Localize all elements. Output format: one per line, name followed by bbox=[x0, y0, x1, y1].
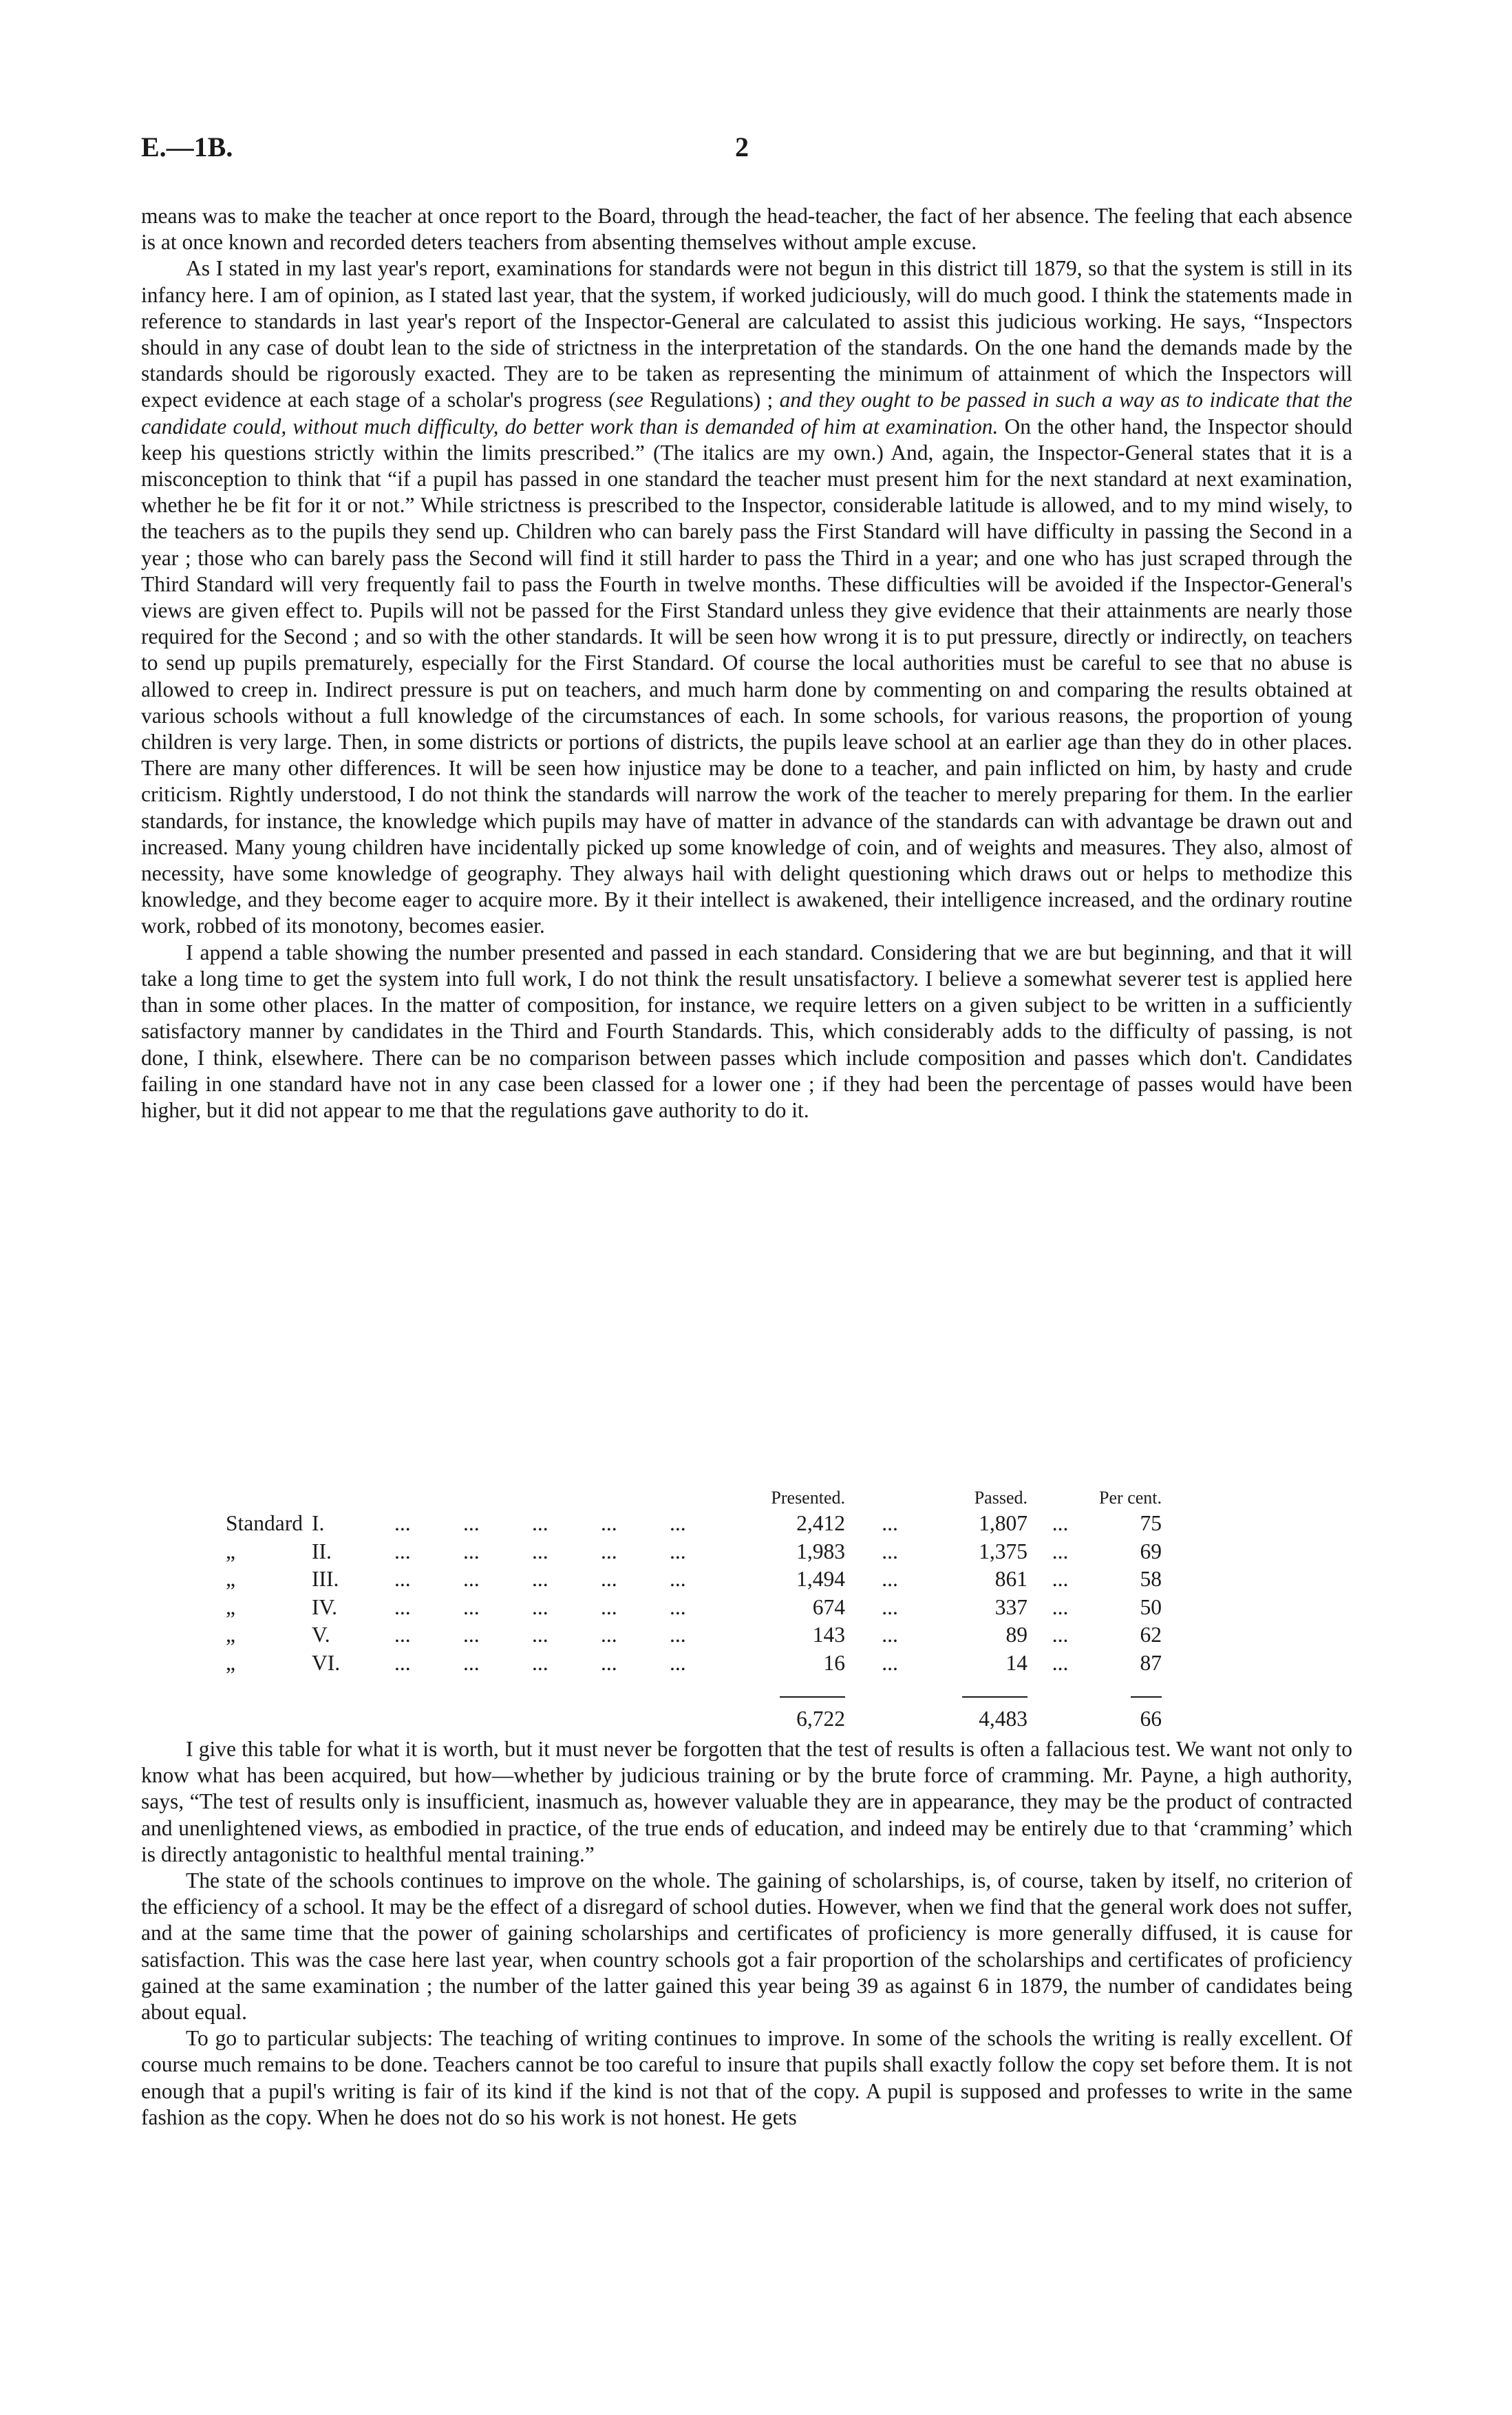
row-label: „ bbox=[226, 1539, 235, 1563]
leader-dots: ... bbox=[394, 1567, 411, 1592]
italic-run: see bbox=[615, 388, 643, 412]
leader-dots: ... bbox=[463, 1511, 480, 1536]
row-passed: 89 bbox=[1005, 1623, 1027, 1647]
paragraph-table-intro: I append a table showing the number presented and passed in each standard. Considering that we are but beginning, and that it will take a long time to get the system into full work, I do not think the result unsatisfactory. I believe a somewhat severer test is applied here than in some other places. In the matter of composition, for instance, we require letters on a given subject to be written in a sufficiently satisfactory manner by candidates in the Third and Fourth Standards. This, which considerably adds to the difficulty of passing, is not done, I think, elsewhere. There can be no comparison between passes which include composition and passes which don't. Candidates failing in one standard have not in any case been classed for a lower one ; if they had been the percentage of passes would have been higher, but it did not appear to me that the regulations gave authority to do it. bbox=[141, 940, 1352, 1122]
row-separator-dots: ... bbox=[882, 1623, 898, 1647]
row-passed: 1,807 bbox=[979, 1511, 1027, 1536]
row-leader-dots bbox=[394, 1538, 759, 1566]
table-row bbox=[226, 1594, 1162, 1622]
row-separator-dots: ... bbox=[882, 1650, 898, 1675]
leader-dots: ... bbox=[463, 1594, 480, 1619]
leader-dots: ... bbox=[601, 1594, 617, 1619]
text-block-upper bbox=[141, 203, 1352, 1124]
leader-dots: ... bbox=[394, 1539, 411, 1563]
leader-dots: ... bbox=[394, 1511, 411, 1536]
row-leader-dots bbox=[394, 1649, 759, 1678]
paragraph-state-of-schools: The state of the schools continues to improve on the whole. The gaining of scholarships, is, of course, taken by itself, no criterion of the efficiency of a school. It may be the effect of a disregard of school duties. However, when we find that the general work does not suffer, and at the same time that the power of gaining scholarships and certificates of proficiency is more generally diffused, it is cause for satisfaction. This was the case here last year, when country schools got a fair proportion of the scholarships and certificates of proficiency gained at the same examination ; the number of the latter gained this year being 39 as against 6 in 1879, the number of candidates being about equal. bbox=[141, 1868, 1352, 2025]
leader-dots: ... bbox=[601, 1623, 617, 1647]
table-row bbox=[226, 1621, 1162, 1649]
leader-dots: ... bbox=[463, 1567, 480, 1592]
row-separator-dots: ... bbox=[1052, 1539, 1069, 1563]
col-percent: Per cent. bbox=[1099, 1488, 1162, 1508]
row-presented: 143 bbox=[812, 1623, 845, 1647]
text-run: Regulations) ; bbox=[643, 388, 780, 412]
row-percent: 50 bbox=[1140, 1594, 1162, 1619]
col-passed: Passed. bbox=[974, 1488, 1027, 1508]
text-run: As I stated in my last year's report, examinations for standards were not begun in this district till 1879, so that the system is still in its infancy here. I am of opinion, as I stated last year, that the system, if worked judiciously, will do much good. I think the statements made in reference to standards in last year's report of the Inspector-General are calculated to assist this judicious working. He says, “Inspectors should in any case of doubt lean to the side of strictness in the interpretation of the standards. On the one hand the demands made by the standards should be rigorously exacted. They are to be taken as representing the minimum of attainment of which the Inspectors will expect evidence at each stage of a scholar's progress ( bbox=[141, 256, 1352, 412]
row-leader-dots bbox=[394, 1510, 759, 1538]
leader-dots: ... bbox=[532, 1567, 549, 1592]
leader-dots: ... bbox=[601, 1567, 617, 1592]
total-rule bbox=[1131, 1696, 1162, 1698]
row-percent: 75 bbox=[1140, 1511, 1162, 1536]
row-presented: 674 bbox=[812, 1594, 845, 1619]
row-separator-dots: ... bbox=[882, 1594, 898, 1619]
table-row bbox=[226, 1538, 1162, 1566]
row-numeral: II. bbox=[312, 1539, 332, 1563]
leader-dots: ... bbox=[670, 1539, 686, 1563]
empty-cell bbox=[845, 1705, 935, 1733]
leader-dots: ... bbox=[463, 1539, 480, 1563]
row-numeral: III. bbox=[312, 1567, 339, 1592]
row-numeral: I. bbox=[312, 1511, 325, 1536]
total-presented: 6,722 bbox=[796, 1706, 845, 1731]
leader-dots: ... bbox=[463, 1623, 480, 1647]
table-row bbox=[226, 1510, 1162, 1538]
table-totals-row bbox=[226, 1705, 1162, 1733]
row-label: „ bbox=[226, 1594, 235, 1619]
leader-dots: ... bbox=[670, 1567, 686, 1592]
row-presented: 2,412 bbox=[796, 1511, 845, 1536]
leader-dots: ... bbox=[601, 1511, 617, 1536]
text-block-lower bbox=[141, 1736, 1352, 2131]
row-percent: 62 bbox=[1140, 1623, 1162, 1647]
row-label: „ bbox=[226, 1650, 235, 1675]
standards-table bbox=[226, 1484, 1162, 1733]
page-number: 2 bbox=[735, 131, 749, 162]
row-passed: 337 bbox=[994, 1594, 1027, 1619]
leader-dots: ... bbox=[532, 1539, 549, 1563]
italic-quote: and they ought to be passed in such a way as to indicate that the candidate could, without much difficulty, do better work than is demanded of him at examination. bbox=[141, 388, 1352, 439]
leader-dots: ... bbox=[670, 1511, 686, 1536]
paragraph-standards-examinations bbox=[141, 255, 1352, 939]
empty-cell bbox=[1027, 1705, 1093, 1733]
table-header-row bbox=[226, 1484, 1162, 1510]
total-rule bbox=[962, 1696, 1027, 1698]
total-percent: 66 bbox=[1140, 1706, 1162, 1731]
leader-dots: ... bbox=[394, 1594, 411, 1619]
leader-dots: ... bbox=[532, 1511, 549, 1536]
row-separator-dots: ... bbox=[1052, 1650, 1069, 1675]
row-separator-dots: ... bbox=[1052, 1567, 1069, 1592]
total-passed: 4,483 bbox=[979, 1706, 1027, 1731]
document-code: E.—1B. bbox=[141, 131, 233, 162]
leader-dots: ... bbox=[394, 1623, 411, 1647]
paragraph-writing: To go to particular subjects: The teaching of writing continues to improve. In some of the schools the writing is really excellent. Of course much remains to be done. Teachers cannot be too careful to insure that pupils shall exactly follow the copy set before them. It is not enough that a pupil's writing is fair of its kind if the kind is not that of the copy. A pupil is supposed and professes to write in the same fashion as the copy. When he does not do so his work is not honest. He gets bbox=[141, 2026, 1352, 2129]
row-percent: 69 bbox=[1140, 1539, 1162, 1563]
table-row bbox=[226, 1649, 1162, 1678]
row-label: „ bbox=[226, 1567, 235, 1592]
row-numeral: V. bbox=[312, 1623, 330, 1647]
total-rule bbox=[780, 1696, 845, 1698]
paragraph-test-of-results: I give this table for what it is worth, but it must never be forgotten that the test of results is often a fallacious test. We want not only to know what has been acquired, but how—whether by judicious training or by the brute force of cramming. Mr. Payne, a high authority, says, “The test of results only is insufficient, inasmuch as, however valuable they are in appearance, they may be the product of contracted and unenlightened views, as embodied in practice, of the true ends of education, and indeed may be entirely due to that ‘cramming’ which is directly antagonistic to healthful mental training.” bbox=[141, 1737, 1352, 1866]
row-passed: 14 bbox=[1005, 1650, 1027, 1675]
table-row bbox=[226, 1565, 1162, 1594]
leader-dots: ... bbox=[670, 1623, 686, 1647]
leader-dots: ... bbox=[670, 1650, 686, 1675]
row-numeral: IV. bbox=[312, 1594, 338, 1619]
table-rule-row bbox=[226, 1677, 1162, 1705]
row-passed: 861 bbox=[994, 1567, 1027, 1592]
empty-cell bbox=[226, 1705, 312, 1733]
row-separator-dots: ... bbox=[882, 1567, 898, 1592]
row-separator-dots: ... bbox=[1052, 1511, 1069, 1536]
empty-cell bbox=[394, 1705, 759, 1733]
row-presented: 16 bbox=[823, 1650, 845, 1675]
row-presented: 1,983 bbox=[796, 1539, 845, 1563]
row-separator-dots: ... bbox=[882, 1539, 898, 1563]
leader-dots: ... bbox=[463, 1650, 480, 1675]
leader-dots: ... bbox=[670, 1594, 686, 1619]
leader-dots: ... bbox=[394, 1650, 411, 1675]
row-label: Standard bbox=[226, 1511, 303, 1536]
text-run: On the other hand, the Inspector should keep his questions strictly within the limits prescribed.” (The italics are my own.) And, again, the Inspector-General states that it is a misconception to think that “if a pupil has passed in one standard the teacher must present him for the next standard at next examination, whether he be fit for it or not.” While strictness is prescribed to the Inspector, considerable latitude is allowed, and to my mind wisely, to the teachers as to the pupils they send up. Children who can barely pass the First Standard will have difficulty in passing the Second in a year ; those who can barely pass the Second will find it still harder to pass the Third in a year; and one who has just scraped through the Third Standard will very frequently fail to pass the Fourth in twelve months. These difficulties will be avoided if the Inspector-General's views are given effect to. Pupils will not be passed for the First Standard unless they give evidence that their attainments are nearly those required for the Second ; and so with the other standards. It will be seen how wrong it is to put pressure, directly or indirectly, on teachers to send up pupils prematurely, especially for the First Standard. Of course the local authorities must be careful to see that no abuse is allowed to creep in. Indirect pressure is put on teachers, and much harm done by commenting on and comparing the results obtained at various schools without a full knowledge of the circumstances of each. In some schools, for various reasons, the proportion of young children is very large. Then, in some districts or portions of districts, the pupils leave school at an earlier age than they do in other places. There are many other differences. It will be seen how injustice may be done to a teacher, and pain inflicted on him, by hasty and crude criticism. Rightly understood, I do not think the standards will narrow the work of the teacher to merely preparing for them. In the earlier standards, for instance, the knowledge which pupils may have of matter in advance of the standards can with advantage be drawn out and increased. Many young children have incidentally picked up some knowledge of coin, and of weights and measures. They also, almost of necessity, have some knowledge of geography. They always hail with delight questioning which draws out or helps to methodize this knowledge, and they become eager to acquire more. By it their intellect is awakened, their intelligence increased, and the ordinary routine work, robbed of its monotony, becomes easier. bbox=[141, 414, 1352, 938]
row-leader-dots bbox=[394, 1594, 759, 1622]
row-percent: 87 bbox=[1140, 1650, 1162, 1675]
row-leader-dots bbox=[394, 1565, 759, 1594]
paragraph-continuation: means was to make the teacher at once report to the Board, through the head-teacher, the fact of her absence. The feeling that each absence is at once known and recorded deters teachers from absenting themselves without ample excuse. bbox=[141, 204, 1352, 255]
leader-dots: ... bbox=[601, 1650, 617, 1675]
row-leader-dots bbox=[394, 1621, 759, 1649]
leader-dots: ... bbox=[532, 1623, 549, 1647]
row-separator-dots: ... bbox=[1052, 1594, 1069, 1619]
col-presented: Presented. bbox=[771, 1488, 845, 1508]
row-numeral: VI. bbox=[312, 1650, 341, 1675]
leader-dots: ... bbox=[532, 1650, 549, 1675]
row-passed: 1,375 bbox=[979, 1539, 1027, 1563]
row-label: „ bbox=[226, 1623, 235, 1647]
row-separator-dots: ... bbox=[1052, 1623, 1069, 1647]
row-percent: 58 bbox=[1140, 1567, 1162, 1592]
leader-dots: ... bbox=[532, 1594, 549, 1619]
row-presented: 1,494 bbox=[796, 1567, 845, 1592]
row-separator-dots: ... bbox=[882, 1511, 898, 1536]
empty-cell bbox=[312, 1705, 394, 1733]
leader-dots: ... bbox=[601, 1539, 617, 1563]
